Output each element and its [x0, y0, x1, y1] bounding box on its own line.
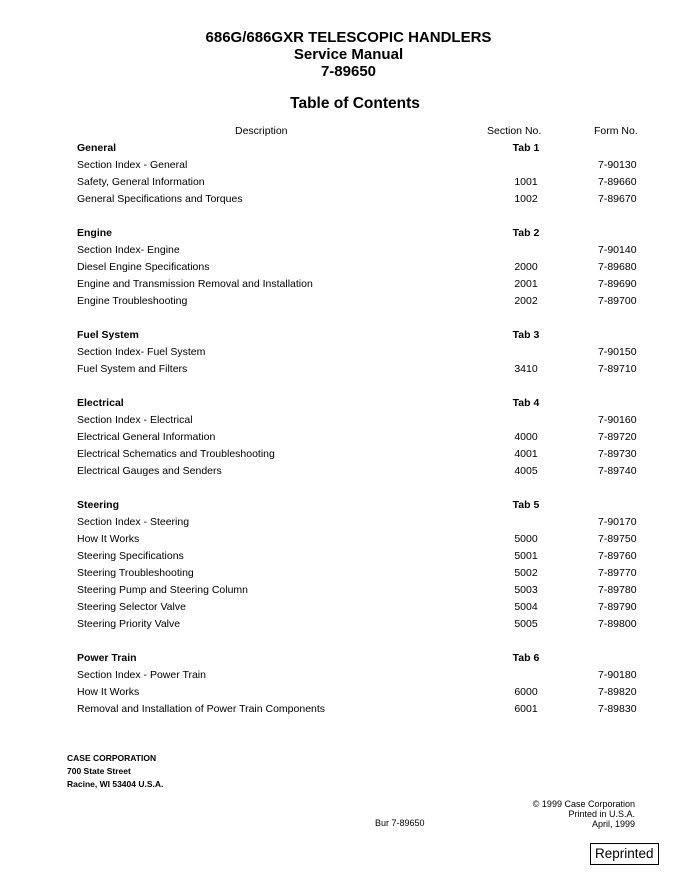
toc-section-heading: [0, 327, 697, 344]
manual-number: 7-89650: [320, 63, 377, 80]
document-header: [0, 29, 697, 80]
printed-line: Printed in U.S.A.: [568, 809, 635, 819]
toc-entry: [0, 463, 697, 480]
form-number: 7-89820: [598, 686, 637, 698]
toc-entry: [0, 293, 697, 310]
entry-description: Electrical Gauges and Senders: [77, 465, 222, 477]
toc-entry: [0, 565, 697, 582]
section-title: Steering: [77, 499, 120, 511]
address-company: CASE CORPORATION: [67, 753, 157, 763]
toc-section-heading: [0, 650, 697, 667]
toc-entry: [0, 599, 697, 616]
entry-description: Section Index- Fuel System: [77, 346, 206, 358]
section-number: 4005: [514, 465, 538, 477]
tab-label: Tab 6: [512, 652, 540, 664]
entry-description: Fuel System and Filters: [77, 363, 188, 375]
toc-entry: [0, 701, 697, 718]
form-number: 7-89770: [598, 567, 637, 579]
toc-section-heading: [0, 395, 697, 412]
section-title: Electrical: [77, 397, 124, 409]
toc-entry: [0, 514, 697, 531]
tab-label: Tab 3: [512, 329, 540, 341]
entry-description: Steering Specifications: [77, 550, 184, 562]
toc-section-heading: [0, 497, 697, 514]
manual-subtitle: Service Manual: [293, 46, 404, 63]
column-header-section: Section No.: [487, 125, 542, 137]
form-number: 7-90130: [598, 159, 637, 171]
entry-description: Section Index - Power Train: [77, 669, 206, 681]
toc-entry: [0, 259, 697, 276]
tab-label: Tab 5: [512, 499, 540, 511]
section-title: Engine: [77, 227, 113, 239]
reprinted-stamp: Reprinted: [590, 843, 659, 865]
toc-entry: [0, 616, 697, 633]
entry-description: Diesel Engine Specifications: [77, 261, 210, 273]
toc-entry: [0, 531, 697, 548]
form-number: 7-89730: [598, 448, 637, 460]
toc-entry: [0, 548, 697, 565]
form-number: 7-89670: [598, 193, 637, 205]
address-street: 700 State Street: [67, 766, 131, 776]
section-number: 5001: [514, 550, 538, 562]
toc-entry: [0, 412, 697, 429]
toc-entry: [0, 242, 697, 259]
toc-entry: [0, 582, 697, 599]
column-header-description: Description: [235, 125, 288, 137]
form-number: 7-89660: [598, 176, 637, 188]
form-number: 7-90180: [598, 669, 637, 681]
entry-description: Section Index - Steering: [77, 516, 190, 528]
toc-entry: [0, 361, 697, 378]
toc-entry: [0, 667, 697, 684]
column-header-form: Form No.: [594, 125, 638, 137]
form-number: 7-89740: [598, 465, 637, 477]
form-number: 7-90170: [598, 516, 637, 528]
address-city: Racine, WI 53404 U.S.A.: [67, 779, 164, 789]
section-number: 1002: [514, 193, 538, 205]
form-number: 7-90140: [598, 244, 637, 256]
toc-entry: [0, 344, 697, 361]
toc-heading: Table of Contents: [290, 95, 420, 112]
form-number: 7-89750: [598, 533, 637, 545]
entry-description: Safety, General Information: [77, 176, 205, 188]
section-title: Fuel System: [77, 329, 139, 341]
tab-label: Tab 1: [512, 142, 540, 154]
form-number: 7-89780: [598, 584, 637, 596]
entry-description: Electrical Schematics and Troubleshooting: [77, 448, 275, 460]
toc-entry: [0, 191, 697, 208]
form-number: 7-90150: [598, 346, 637, 358]
section-number: 2000: [514, 261, 538, 273]
manual-title: 686G/686GXR TELESCOPIC HANDLERS: [205, 29, 492, 46]
toc-entry: [0, 174, 697, 191]
entry-description: Electrical General Information: [77, 431, 216, 443]
section-number: 6001: [514, 703, 538, 715]
toc-entry: [0, 684, 697, 701]
copyright-line: © 1999 Case Corporation: [532, 799, 635, 809]
section-number: 2002: [514, 295, 538, 307]
form-number: 7-89720: [598, 431, 637, 443]
section-number: 4001: [514, 448, 538, 460]
toc-entry: [0, 157, 697, 174]
entry-description: Section Index - Electrical: [77, 414, 193, 426]
entry-description: Removal and Installation of Power Train Components: [77, 703, 326, 715]
entry-description: Section Index- Engine: [77, 244, 180, 256]
entry-description: Engine and Transmission Removal and Installation: [77, 278, 313, 290]
form-number: 7-89680: [598, 261, 637, 273]
toc-entry: [0, 429, 697, 446]
toc-section-heading: [0, 140, 697, 157]
entry-description: Engine Troubleshooting: [77, 295, 188, 307]
toc-entry: [0, 276, 697, 293]
entry-description: General Specifications and Torques: [77, 193, 243, 205]
section-number: 5000: [514, 533, 538, 545]
section-number: 5002: [514, 567, 538, 579]
entry-description: Steering Selector Valve: [77, 601, 186, 613]
section-number: 2001: [514, 278, 538, 290]
form-number: 7-89700: [598, 295, 637, 307]
entry-description: Steering Pump and Steering Column: [77, 584, 249, 596]
tab-label: Tab 2: [512, 227, 540, 239]
entry-description: Section Index - General: [77, 159, 188, 171]
form-number: 7-89830: [598, 703, 637, 715]
form-number: 7-89690: [598, 278, 637, 290]
section-number: 3410: [514, 363, 538, 375]
section-number: 1001: [514, 176, 538, 188]
entry-description: Steering Troubleshooting: [77, 567, 194, 579]
entry-description: How It Works: [77, 533, 140, 545]
section-number: 5005: [514, 618, 538, 630]
section-number: 4000: [514, 431, 538, 443]
form-number: 7-89800: [598, 618, 637, 630]
copyright-block: [533, 799, 635, 829]
section-number: 6000: [514, 686, 538, 698]
tab-label: Tab 4: [512, 397, 540, 409]
section-number: 5003: [514, 584, 538, 596]
form-number: 7-89790: [598, 601, 637, 613]
toc-section-heading: [0, 225, 697, 242]
form-number: 7-90160: [598, 414, 637, 426]
form-number: 7-89760: [598, 550, 637, 562]
company-address: [67, 752, 163, 791]
entry-description: How It Works: [77, 686, 140, 698]
date-line: April, 1999: [591, 819, 635, 829]
section-title: General: [77, 142, 117, 154]
form-number: 7-89710: [598, 363, 637, 375]
toc-entry: [0, 446, 697, 463]
section-title: Power Train: [77, 652, 137, 664]
entry-description: Steering Priority Valve: [77, 618, 181, 630]
section-number: 5004: [514, 601, 538, 613]
bur-number: Bur 7-89650: [375, 818, 425, 828]
